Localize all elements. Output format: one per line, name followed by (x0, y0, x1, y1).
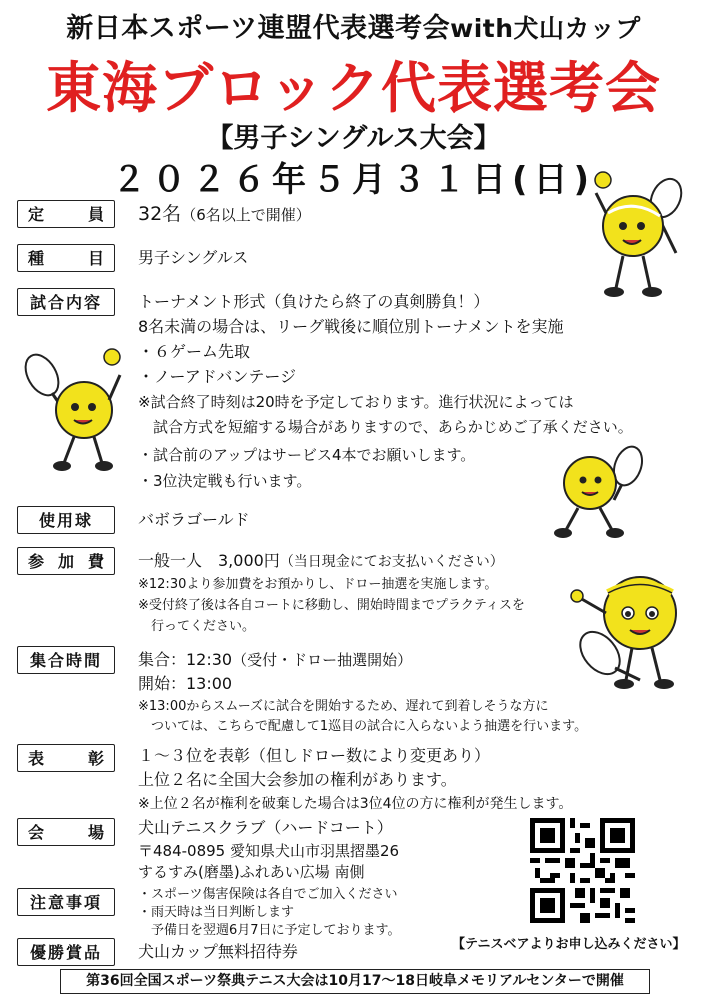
label-event-a: 種 (28, 249, 45, 268)
capacity-value: 32名 (138, 203, 182, 225)
label-meeting: 集合時間 (17, 646, 115, 674)
label-venue-b: 場 (87, 823, 104, 842)
format-line: ・3位決定戦も行います。 (138, 472, 312, 490)
label-fee-b: 加 (57, 552, 74, 571)
label-notice: 注意事項 (17, 888, 115, 916)
meeting-start: 開始：13:00 (138, 674, 233, 693)
meeting-note-line: ついては、こちらで配慮して1巡目の試合に入らないよう抽選を行います。 (138, 719, 588, 734)
label-awards-a: 表 (28, 749, 45, 768)
label-venue (17, 818, 115, 846)
fee-row (138, 551, 504, 572)
tennis-ball-mascot-icon (578, 168, 693, 303)
capacity-row (138, 204, 311, 225)
header-with-cup: with犬山カップ (450, 14, 641, 43)
awards-line: ※上位２名が権利を破棄した場合は3位4位の方に権利が発生します。 (138, 796, 573, 812)
event-date: ２０２６年５月３１日(日) (111, 160, 596, 200)
format-line: ・試合前のアップはサービス4本でお願いします。 (138, 446, 476, 464)
awards-line: 上位２名に全国大会参加の権利があります。 (138, 770, 457, 789)
label-fee (17, 547, 115, 575)
page-subtitle: 【男子シングルス大会】 (206, 123, 501, 154)
venue-name: 犬山テニスクラブ（ハードコート） (138, 818, 393, 837)
label-awards-b: 彰 (87, 749, 104, 768)
fee-note: （当日現金にてお支払いください） (279, 554, 504, 570)
meeting-assemble: 集合：12:30 (138, 650, 233, 669)
venue-address: 〒484-0895 愛知県犬山市羽黒摺墨26 (138, 842, 400, 860)
label-capacity (17, 200, 115, 228)
header-line1 (0, 6, 707, 45)
label-capacity-a: 定 (28, 205, 45, 224)
format-line: ※試合終了時刻は20時を予定しております。進行状況によっては (138, 393, 574, 411)
label-capacity-b: 員 (87, 205, 104, 224)
awards-line: １～３位を表彰（但しドロー数により変更あり） (138, 746, 491, 765)
label-format: 試合内容 (17, 288, 115, 316)
footer-notice: 第36回全国スポーツ祭典テニス大会は10月17～18日岐阜メモリアルセンターで開催 (60, 969, 650, 994)
qr-code[interactable] (530, 818, 635, 923)
fee-note-line: 行ってください。 (138, 619, 256, 634)
format-line: ・６ゲーム先取 (138, 342, 251, 361)
label-ball: 使用球 (17, 506, 115, 534)
capacity-note: （6名以上で開催） (181, 206, 311, 224)
notice-line: ・雨天時は当日判断します (138, 905, 295, 920)
format-line: トーナメント形式（負けたら終了の真剣勝負！） (138, 292, 490, 311)
label-fee-c: 費 (87, 552, 104, 571)
qr-caption: 【テニスベアよりお申し込みください】 (452, 937, 686, 952)
format-line: 試合方式を短縮する場合がありますので、あらかじめご了承ください。 (138, 418, 633, 436)
fee-note-line: ※12:30より参加費をお預かりし、ドロー抽選を実施します。 (138, 577, 498, 592)
meeting-assemble-note: （受付・ドロー抽選開始） (232, 651, 413, 669)
venue-landmark: するすみ(磨墨)ふれあい広場 南側 (138, 863, 365, 881)
label-fee-a: 参 (28, 552, 45, 571)
notice-line: ・スポーツ傷害保険は各自でご加入ください (138, 887, 398, 902)
label-event-b: 目 (87, 249, 104, 268)
page-title: 東海ブロック代表選考会 (46, 56, 661, 120)
format-line: ・ノーアドバンテージ (138, 367, 297, 386)
tennis-ball-mascot-icon (12, 345, 132, 475)
label-event (17, 244, 115, 272)
event-value: 男子シングルス (138, 248, 249, 267)
meeting-row (138, 650, 412, 670)
label-awards (17, 744, 115, 772)
header-organizer: 新日本スポーツ連盟代表選考会 (66, 13, 451, 44)
ball-value: バボラゴールド (138, 510, 250, 529)
prize-value: 犬山カップ無料招待券 (138, 942, 298, 961)
meeting-note-line: ※13:00からスムーズに試合を開始するため、遅れて到着しそうな方に (138, 699, 549, 714)
notice-line: 予備日を翌週6月7日に予定しております。 (138, 923, 401, 938)
fee-value: 一般一人 3,000円 (138, 551, 280, 570)
format-line: 8名未満の場合は、リーグ戦後に順位別トーナメントを実施 (138, 317, 564, 336)
tennis-ball-mascot-icon (548, 438, 658, 543)
label-prize: 優勝賞品 (17, 938, 115, 966)
tennis-ball-mascot-icon (560, 568, 695, 698)
fee-note-line: ※受付終了後は各自コートに移動し、開始時間までプラクティスを (138, 598, 525, 613)
label-venue-a: 会 (28, 823, 45, 842)
